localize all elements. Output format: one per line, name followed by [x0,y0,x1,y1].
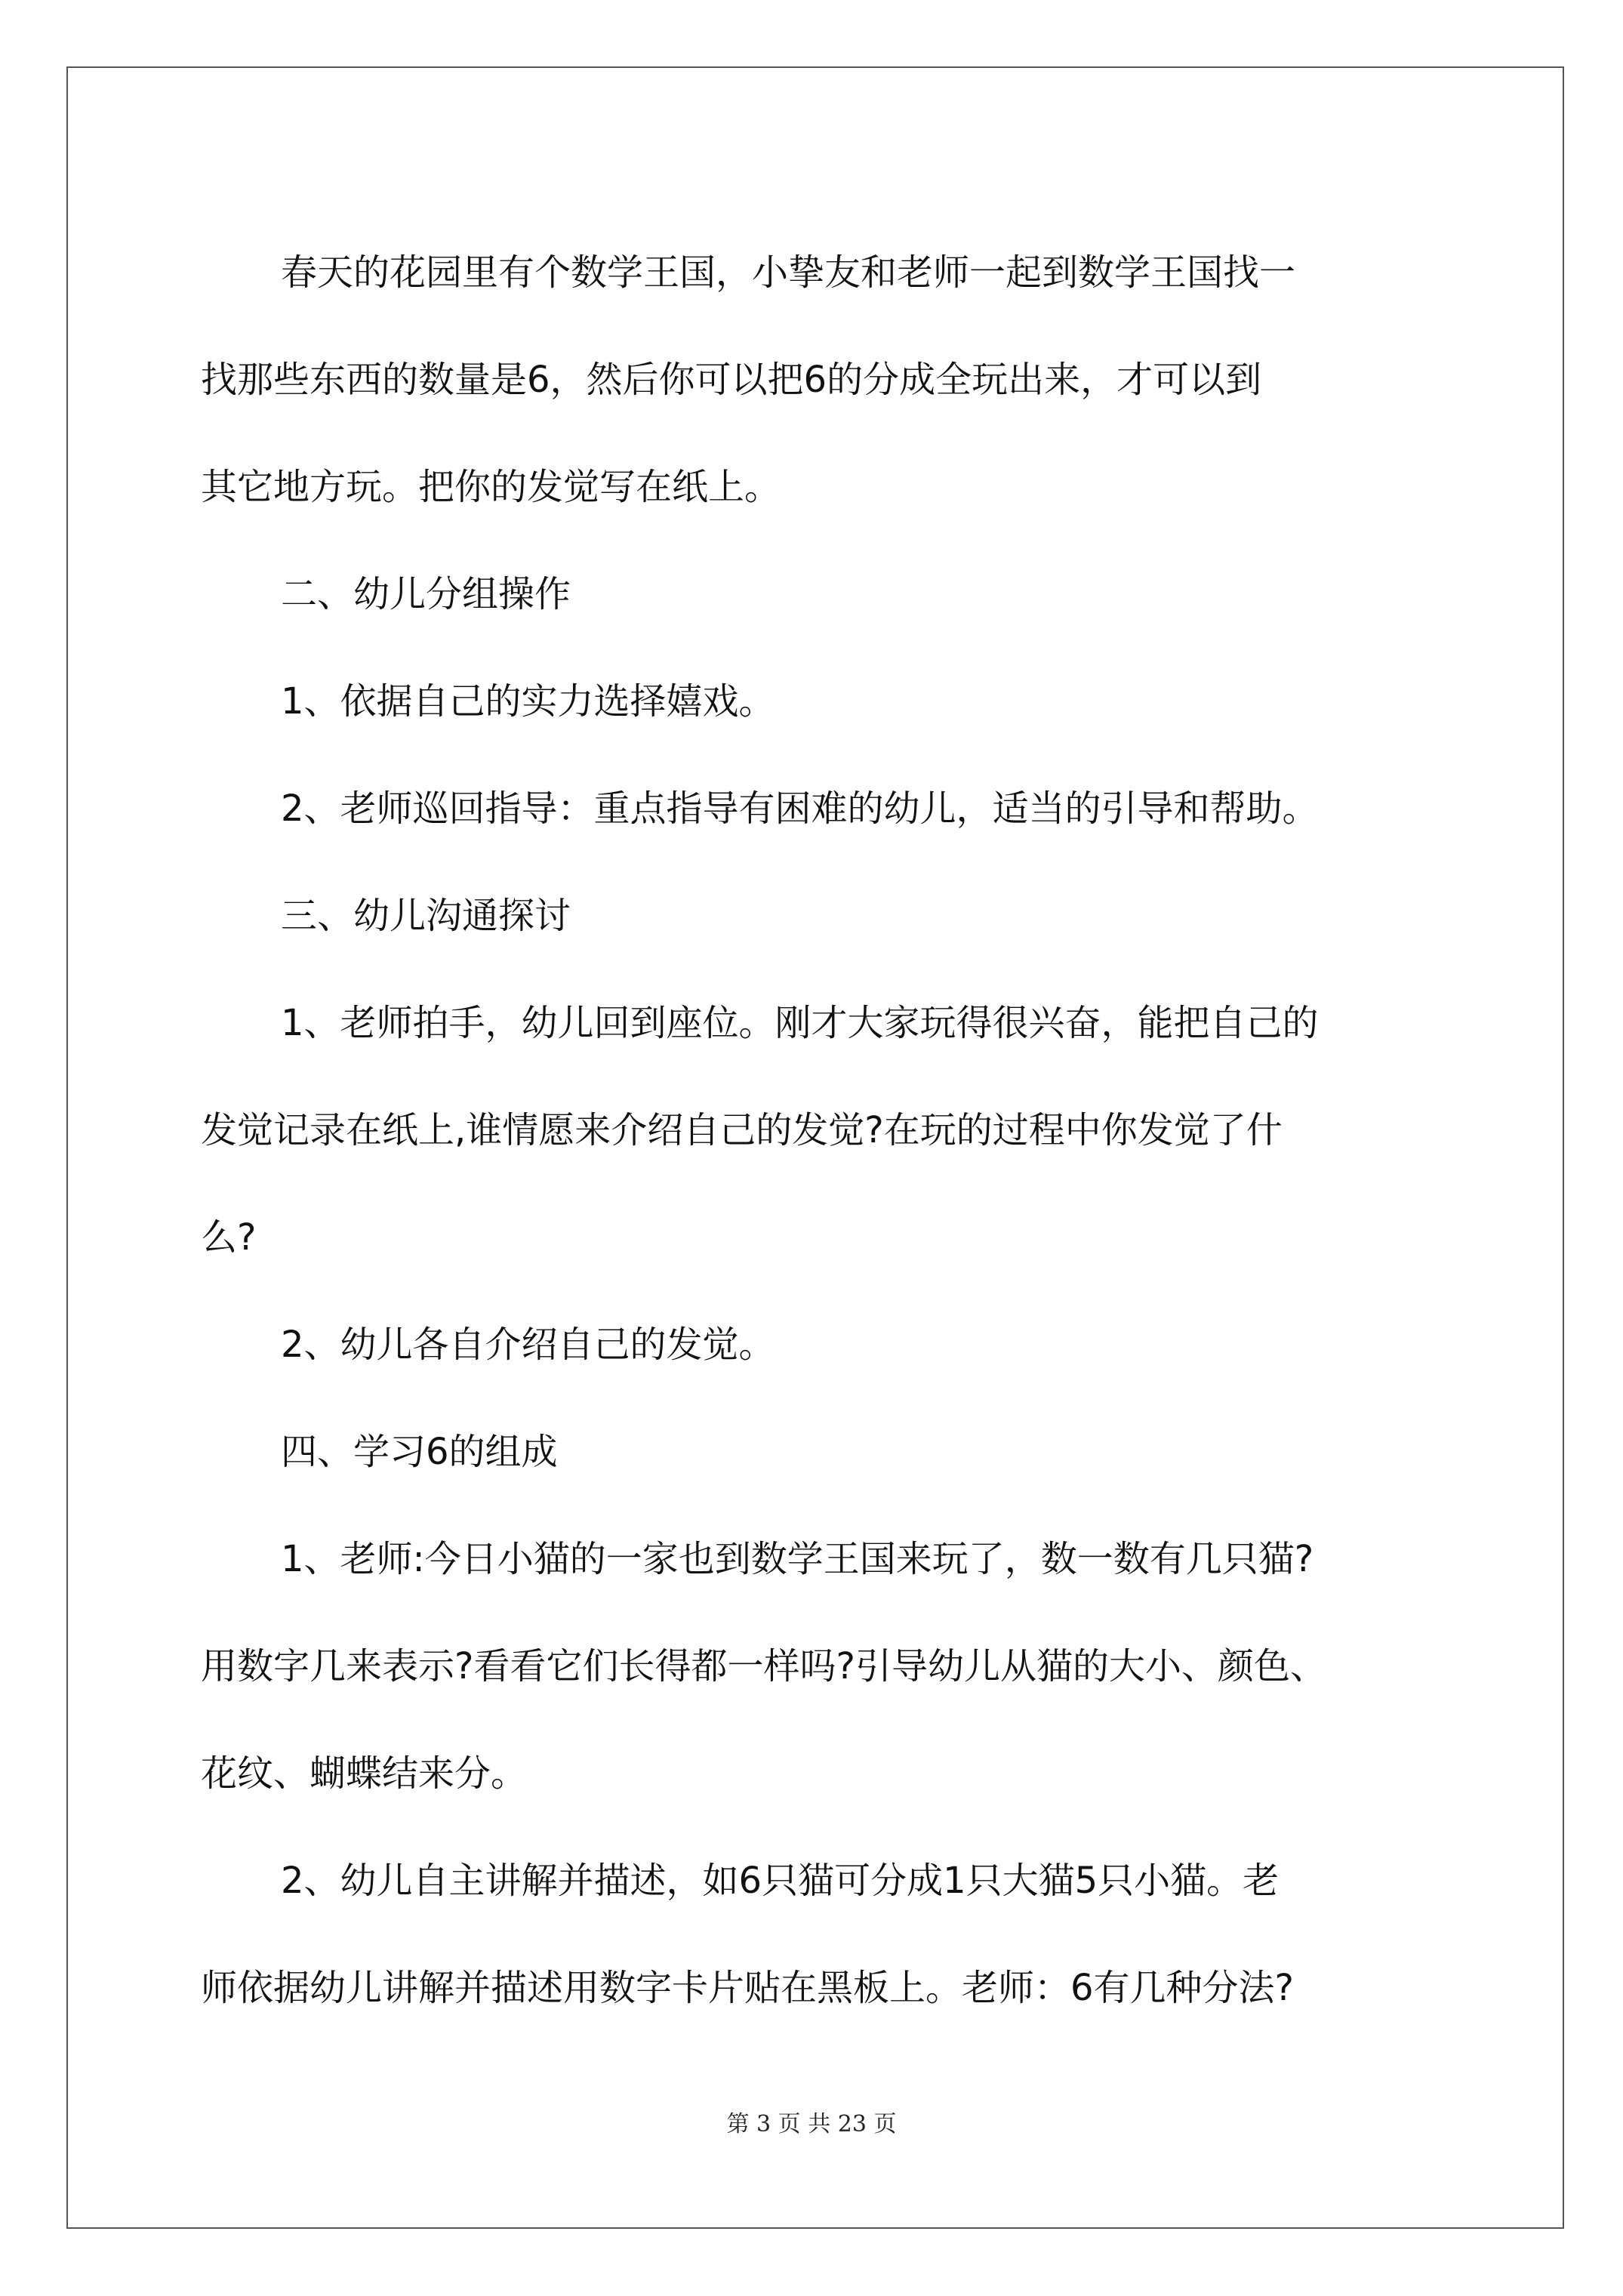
text-line: 用数字几来表示?看看它们长得都一样吗?引导幼儿从猫的大小、颜色、 [201,1645,1326,1687]
text-line: 花纹、蝴蝶结来分。 [201,1752,528,1795]
page-number-footer: 第 3 页 共 23 页 [726,2111,897,2137]
section-heading: 二、幼儿分组操作 [281,573,571,615]
document-body [201,219,1439,2042]
text-line: 师依据幼儿讲解并描述用数字卡片贴在黑板上。老师：6有几种分法? [201,1967,1295,2009]
text-line: 1、老师:今日小猫的一家也到数学王国来玩了，数一数有几只猫? [281,1538,1314,1580]
text-line: 2、幼儿各自介绍自己的发觉。 [281,1324,775,1366]
text-line: 么? [201,1216,257,1259]
text-line: 2、幼儿自主讲解并描述，如6只猫可分成1只大猫5只小猫。老 [281,1860,1280,1902]
text-line: 1、老师拍手，幼儿回到座位。刚才大家玩得很兴奋，能把自己的 [281,1002,1319,1044]
section-heading: 三、幼儿沟通探讨 [281,895,571,937]
text-line: 发觉记录在纸上,谁情愿来介绍自己的发觉?在玩的过程中你发觉了什 [201,1109,1283,1151]
text-line: 1、依据自己的实力选择嬉戏。 [281,680,775,723]
text-line: 春天的花园里有个数学王国，小挚友和老师一起到数学王国找一 [281,251,1296,294]
text-line: 2、老师巡回指导：重点指导有困难的幼儿，适当的引导和帮助。 [281,787,1319,830]
text-line: 找那些东西的数量是6，然后你可以把6的分成全玩出来，才可以到 [201,359,1262,401]
text-line: 其它地方玩。把你的发觉写在纸上。 [201,466,781,508]
section-heading: 四、学习6的组成 [281,1431,558,1473]
